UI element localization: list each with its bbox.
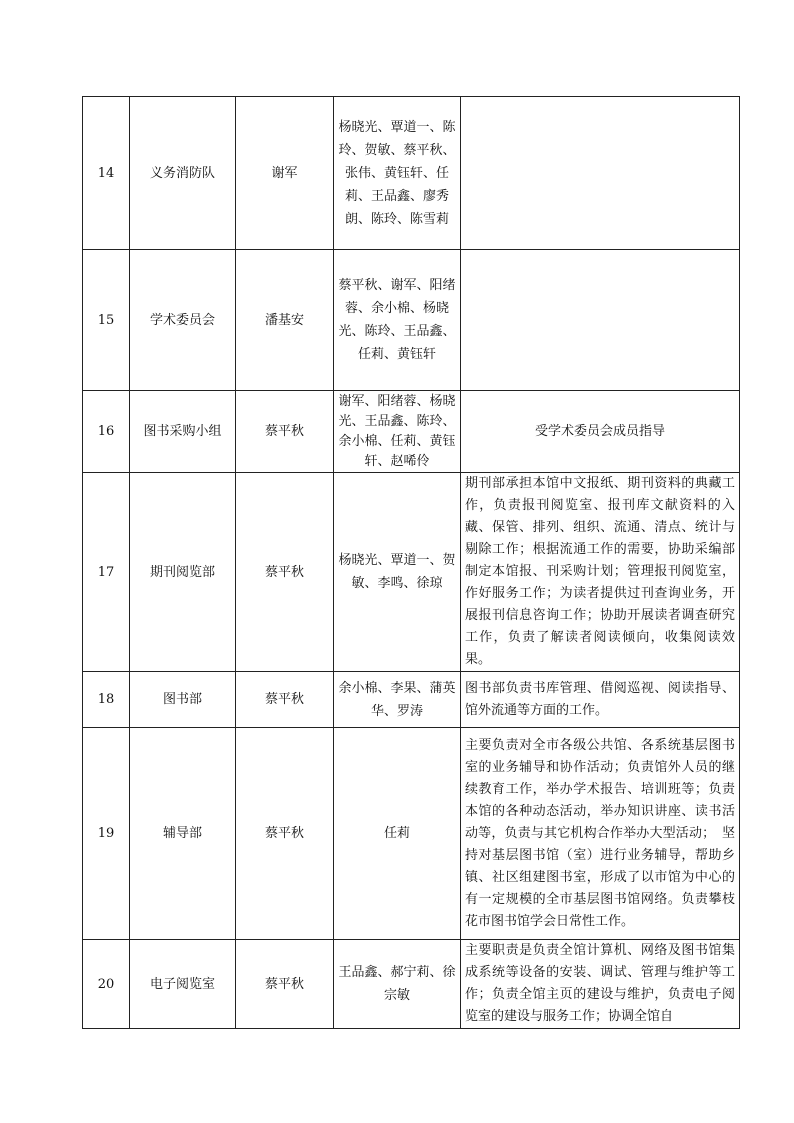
table-row — [83, 473, 740, 672]
leader-name: 潘基安 — [236, 250, 334, 391]
leader-name: 谢军 — [236, 97, 334, 250]
staff-table — [82, 96, 740, 1029]
duty-cell: 受学术委员会成员指导 — [461, 391, 740, 473]
row-number: 18 — [83, 672, 130, 728]
row-number: 14 — [83, 97, 130, 250]
row-number: 17 — [83, 473, 130, 672]
row-number: 16 — [83, 391, 130, 473]
row-number: 15 — [83, 250, 130, 391]
duty-cell: 主要职责是负责全馆计算机、网络及图书馆集成系统等设备的安装、调试、管理与维护等工作；负责全馆主页的建设与维护，负责电子阅览室的建设与服务工作；协调全馆自 — [461, 940, 740, 1029]
leader-name: 蔡平秋 — [236, 940, 334, 1029]
leader-name: 蔡平秋 — [236, 728, 334, 940]
duty-cell: 主要负责对全市各级公共馆、各系统基层图书室的业务辅导和协作活动；负责馆外人员的继续教育工作，举办学术报告、培训班等；负责本馆的各种动态活动，举办知识讲座、读书活动等，负责与其它机构合作举办大型活动； 坚持对基层图书馆（室）进行业务辅导，帮助乡镇、社区组建图书室，形成了以市馆为中心的有一定规模的全市基层图书馆网络。负责攀枝花市图书馆学会日常性工作。 — [461, 728, 740, 940]
members-cell: 余小棉、李果、蒲英华、罗涛 — [334, 672, 461, 728]
table-row — [83, 728, 740, 940]
duty-cell — [461, 97, 740, 250]
department-name: 辅导部 — [130, 728, 236, 940]
department-name: 义务消防队 — [130, 97, 236, 250]
members-cell: 杨晓光、覃道一、贺敏、李鸣、徐琼 — [334, 473, 461, 672]
department-name: 期刊阅览部 — [130, 473, 236, 672]
members-cell: 王品鑫、郝宁莉、徐宗敏 — [334, 940, 461, 1029]
duty-cell — [461, 250, 740, 391]
department-name: 图书部 — [130, 672, 236, 728]
members-cell: 任莉 — [334, 728, 461, 940]
department-name: 学术委员会 — [130, 250, 236, 391]
members-cell: 杨晓光、覃道一、陈玲、贺敏、蔡平秋、张伟、黄钰轩、任莉、王品鑫、廖秀朗、陈玲、陈雪莉 — [334, 97, 461, 250]
row-number: 20 — [83, 940, 130, 1029]
table-row — [83, 391, 740, 473]
row-number: 19 — [83, 728, 130, 940]
duty-cell: 期刊部承担本馆中文报纸、期刊资料的典藏工作，负责报刊阅览室、报刊库文献资料的入藏、保管、排列、组织、流通、清点、统计与剔除工作；根据流通工作的需要，协助采编部制定本馆报、刊采购计划；管理报刊阅览室，作好服务工作；为读者提供过刊查询业务，开展报刊信息咨询工作；协助开展读者调查研究工作，负责了解读者阅读倾向，收集阅读效果。 — [461, 473, 740, 672]
table-row — [83, 672, 740, 728]
table-row — [83, 97, 740, 250]
table-row — [83, 940, 740, 1029]
department-name: 电子阅览室 — [130, 940, 236, 1029]
table-row — [83, 250, 740, 391]
department-name: 图书采购小组 — [130, 391, 236, 473]
duty-cell: 图书部负责书库管理、借阅巡视、阅读指导、馆外流通等方面的工作。 — [461, 672, 740, 728]
members-cell: 谢军、阳绪蓉、杨晓光、王品鑫、陈玲、余小棉、任莉、黄钰轩、赵唏伶 — [334, 391, 461, 473]
members-cell: 蔡平秋、谢军、阳绪蓉、余小棉、杨晓光、陈玲、王品鑫、任莉、黄钰轩 — [334, 250, 461, 391]
leader-name: 蔡平秋 — [236, 391, 334, 473]
leader-name: 蔡平秋 — [236, 672, 334, 728]
leader-name: 蔡平秋 — [236, 473, 334, 672]
